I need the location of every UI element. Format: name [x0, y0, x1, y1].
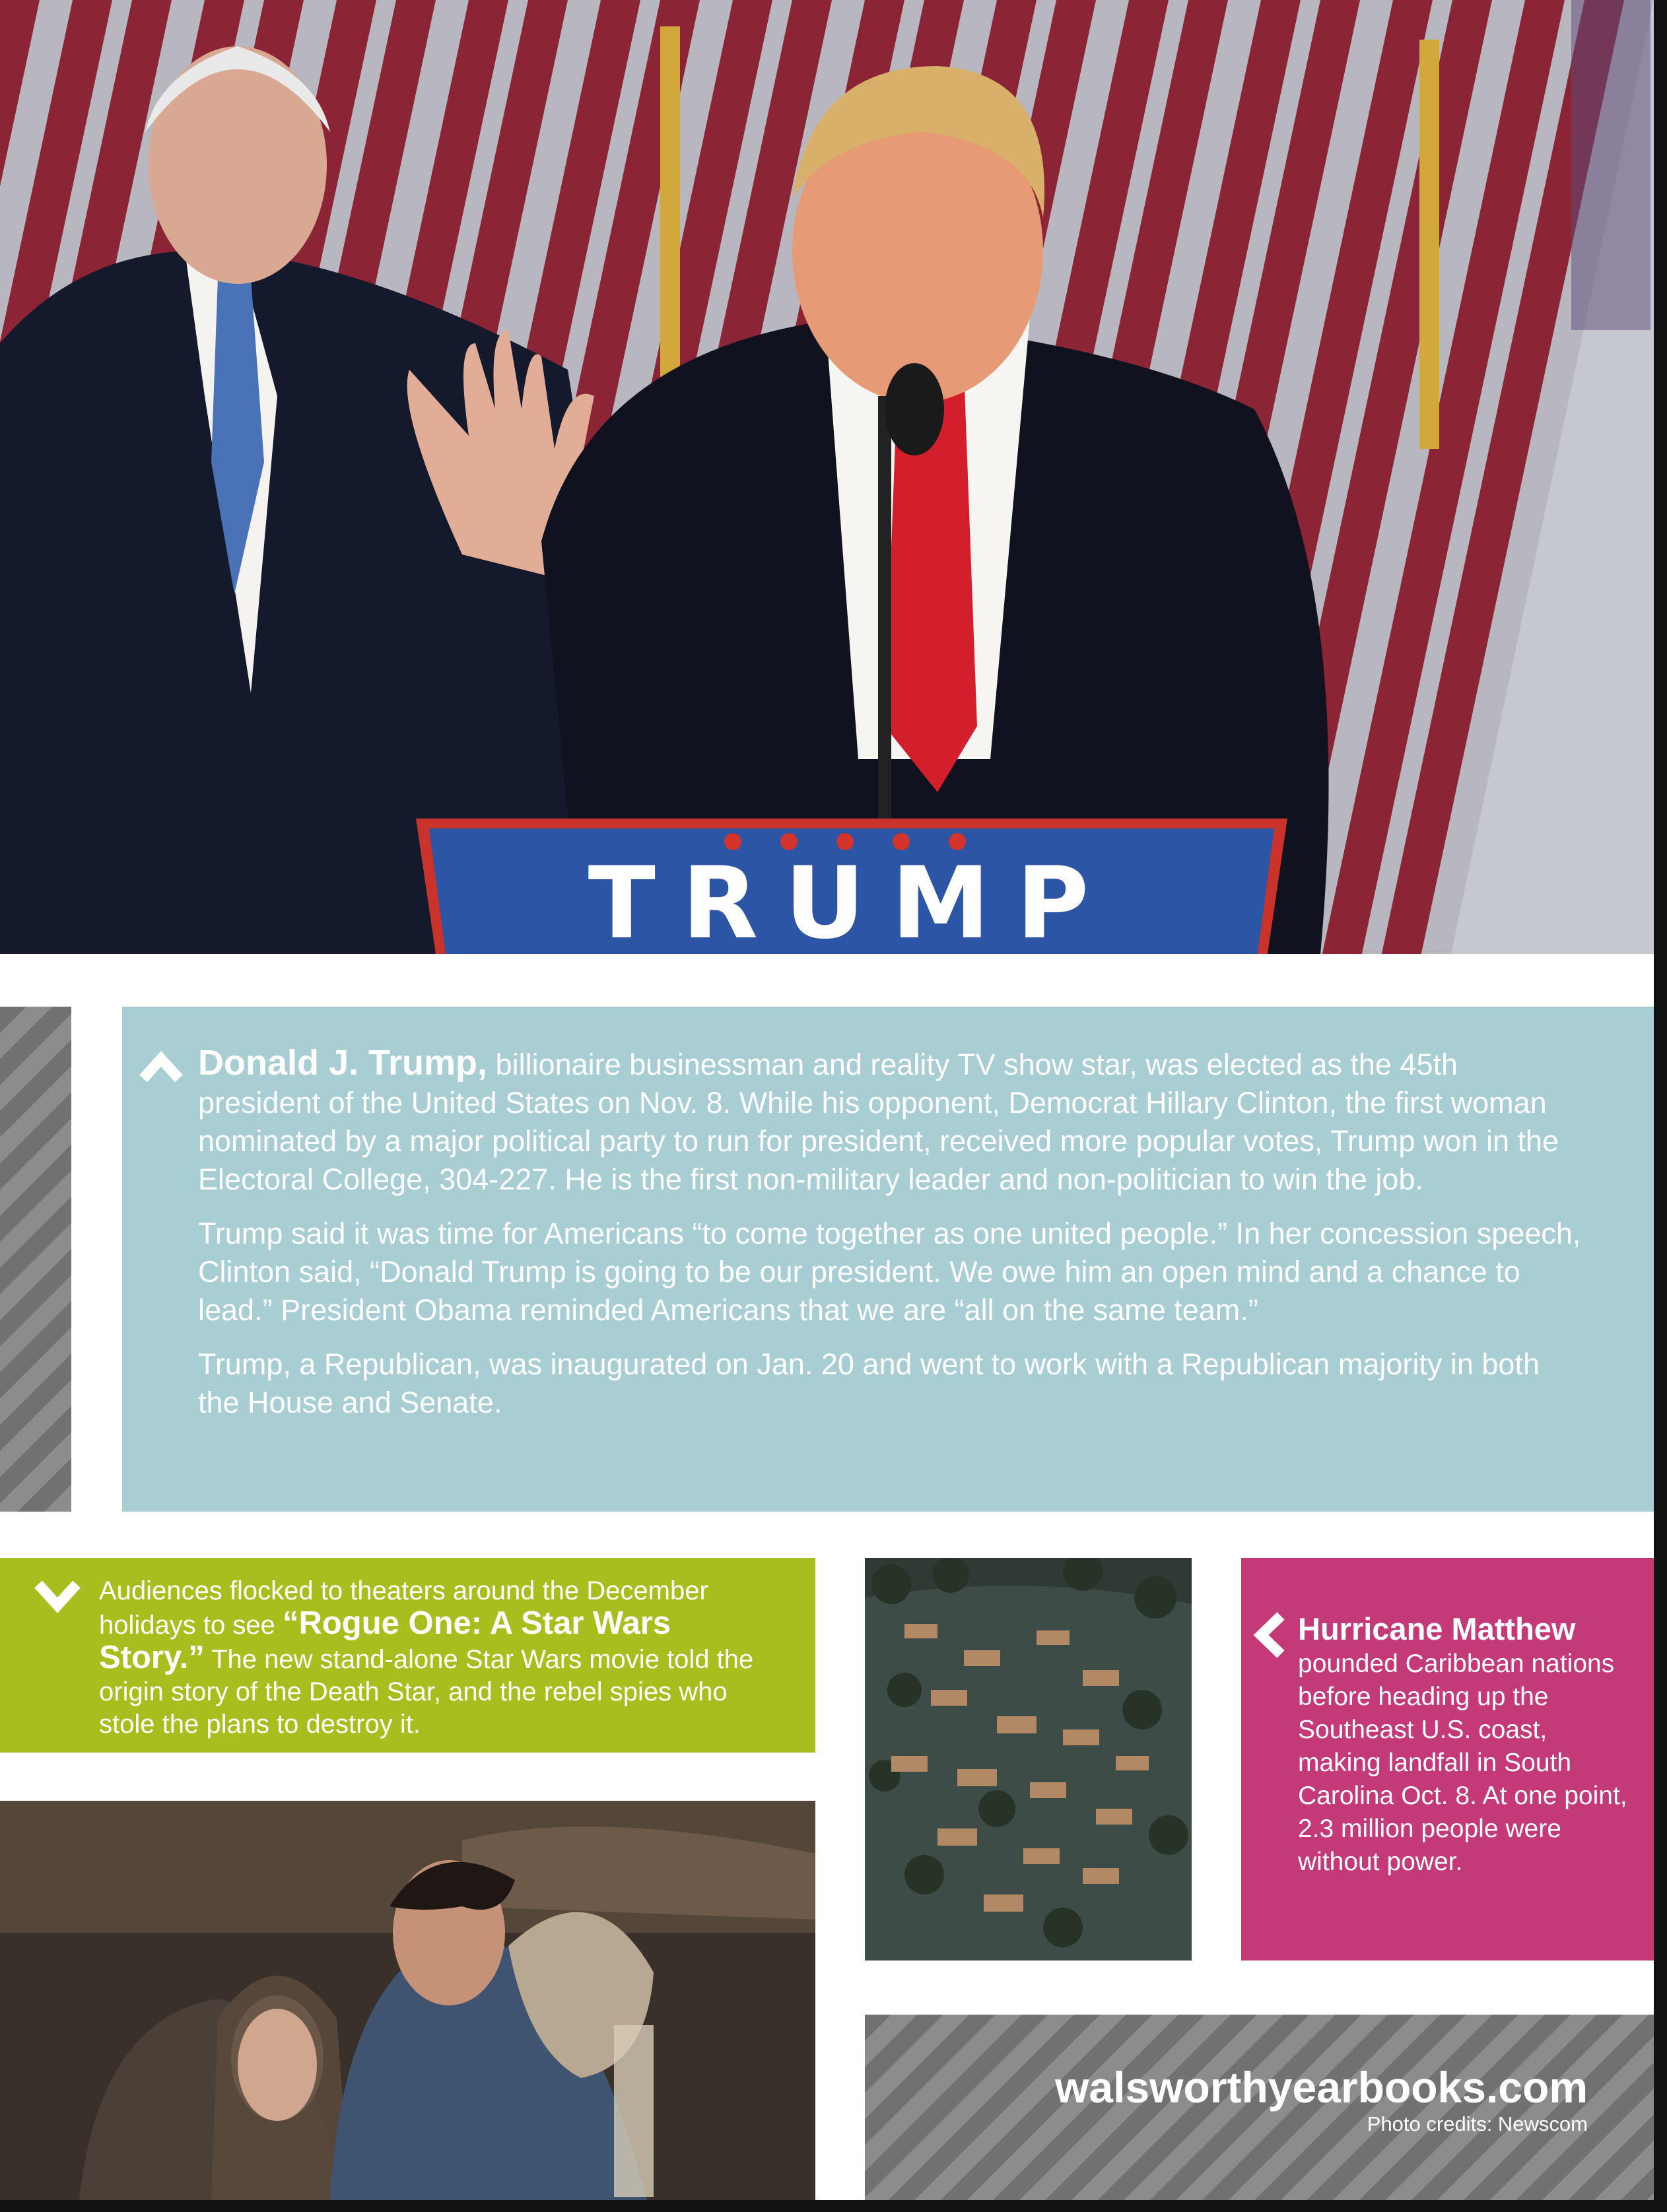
hurricane-body: pounded Caribbean nations before heading up the Southeast U.S. coast, making landfall in South Carolina Oct. 8. At one point, 2.3 million people were without power.	[1298, 1650, 1627, 1876]
star-wars-text-box	[0, 1558, 815, 1753]
flooded-neighborhood-photo	[865, 1558, 1192, 1961]
rogue-one-photo	[0, 1801, 815, 2200]
star-wars-caption	[99, 1575, 763, 1741]
star-wars-title: “Rogue One: A Star Wars Story.”	[99, 1605, 671, 1675]
decorative-stripes-left	[0, 1007, 71, 1512]
website-url: walsworthyearbooks.com	[1055, 2063, 1588, 2112]
chevron-down-icon	[33, 1578, 83, 1614]
star-wars-intro: Audiences flocked to theaters around the December holidays to see	[99, 1576, 708, 1640]
election-body-1: billionaire businessman and reality TV show star, was elected as the 45th president of the United States on Nov. 8. While his opponent, Democrat Hillary Clinton, the first woman nominated by a major political party to run for president, received more popular votes, Trump won in the Electoral College, 304-227. He is the first non-military leader and non-politician to win the job.	[198, 1048, 1559, 1196]
chevron-up-icon	[138, 1050, 184, 1083]
election-paragraph-2: Trump said it was time for Americans “to come together as one united people.” In her concession speech, Clinton said, “Donald Trump is going to be our president. We owe him an open mind and a chance to lead.” President Obama reminded Americans that we are “all on the same team.”	[198, 1217, 1581, 1327]
footer-banner	[865, 2015, 1654, 2200]
podium-sign: TRUMP	[588, 846, 1116, 954]
election-paragraph-1	[198, 1044, 1588, 1199]
hurricane-title: Hurricane Matthew	[1298, 1611, 1576, 1646]
election-night-photo	[0, 0, 1654, 954]
hurricane-text-box	[1241, 1558, 1654, 1961]
election-name: Donald J. Trump,	[198, 1043, 488, 1083]
star-wars-body: The new stand-alone Star Wars movie told the origin story of the Death Star, and the rebel spies who stole the plans to destroy it.	[99, 1645, 754, 1739]
chevron-left-icon	[1252, 1611, 1288, 1660]
election-text-box	[122, 1007, 1654, 1512]
photo-credits: Photo credits: Newscom	[1367, 2112, 1588, 2135]
gold-tassel	[660, 26, 680, 422]
election-paragraph-3: Trump, a Republican, was inaugurated on Jan. 20 and went to work with a Republican majority in both the House and Senate.	[198, 1347, 1540, 1419]
